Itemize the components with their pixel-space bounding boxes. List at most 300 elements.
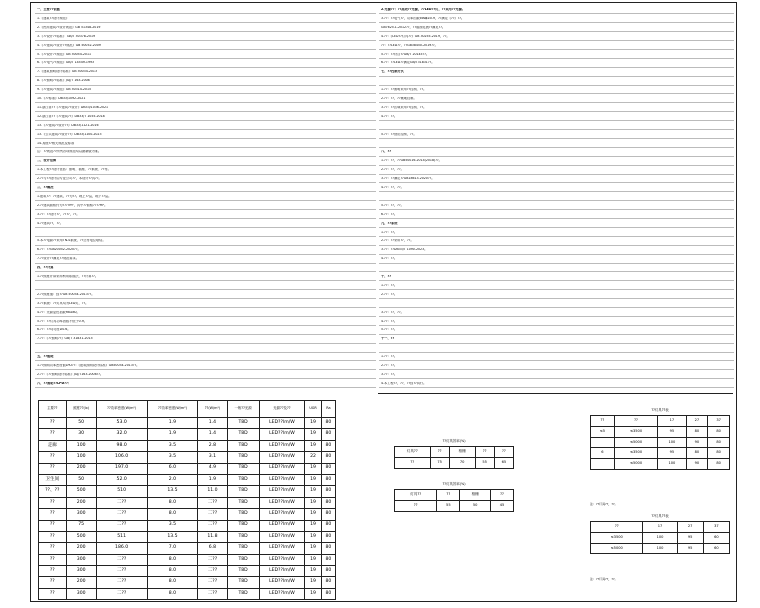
table-cell: 19 [305,474,322,485]
left-note-line: 5.??：??灯具功率因数不低于0.9。 [35,320,376,326]
right-note-line: 2.??：??，??。 [379,168,734,174]
table-cell: 8.0 [147,566,198,577]
luminaire-caption-a: ??灯具??表 [651,408,669,412]
right-note-line [379,195,734,201]
table-cell: 19 [305,554,322,565]
table-cell: 19 [305,429,322,440]
table-cell: 8.0 [147,588,198,599]
table-cell: 1.4 [198,429,227,440]
table-header-cell: 照度??(lx) [66,401,96,418]
luminaire-table-b [590,521,730,554]
table-header-cell: ?? [475,447,494,458]
efficiency-caption-b: ??灯具效率(%) [442,482,466,486]
table-cell: 510 [96,486,147,497]
table-cell: 19 [305,531,322,542]
table-header-cell: 27 [686,416,708,427]
right-note-line: 十、?? [379,275,734,281]
left-note-line: 二、设计范围 [35,159,376,165]
table-cell: 100 [658,437,686,448]
table-cell: LED??lm/W [259,486,305,497]
left-note-line: 7.??：《??照明??》GB/T 31831-2015 [35,337,376,343]
left-note-line: 6.??：??GB20052-2020??。 [35,248,376,254]
table-cell: 19 [305,418,322,429]
table-cell: ?? [39,554,67,565]
table-header-cell: ??(W/m²) [198,401,227,418]
table-cell: LED??lm/W [259,440,305,451]
left-note-line: 2.??照度值：按??GB 50034-2013??。 [35,293,376,299]
left-note-line: 1.本工程??设计包括：照明、插座、??系统、??等。 [35,168,376,174]
table-cell: T8D [227,520,259,531]
table-cell: 55 [475,457,494,468]
table-header-row [591,522,730,533]
table-cell: LED??lm/W [259,497,305,508]
table-cell: 80 [321,440,335,451]
right-note-line: 七、??控制方式 [379,70,734,76]
table-header-cell: ?? [491,490,514,501]
table-row [591,437,730,448]
left-note-line [35,284,376,290]
left-note-line: 4.《??建筑??设计??规范》GB 50052-2009 [35,44,376,50]
table-cell: T8D [227,452,259,463]
table-row [591,532,730,543]
table-cell: ≤5000 [614,459,657,470]
table-cell: 3.5 [147,520,198,531]
table-cell: 19 [305,463,322,474]
table-cell: LED??lm/W [259,429,305,440]
table-cell: 6.8 [198,543,227,554]
table-cell: ≤3500 [614,448,657,459]
table-cell: T8D [227,418,259,429]
table-row [395,500,514,511]
table-cell: 95 [658,426,686,437]
table-cell: 二?? [96,554,147,565]
table-cell: ?? [39,566,67,577]
table-row [39,474,336,485]
left-note-line: 7.??设计??满足??规范要求。 [35,257,376,263]
table-cell: 3.5 [147,452,198,463]
table-row [39,486,336,497]
left-note-line [35,346,376,352]
left-note-line: 13.《公共建筑??设计??》DB33/1100-2023 [35,133,376,139]
table-cell: ?? [39,418,67,429]
right-note-line [379,79,734,85]
table-cell: 19 [305,566,322,577]
right-note-line: 5.??：??符合??GB/T 20145??。 [379,53,734,59]
table-cell: 19 [305,577,322,588]
right-note-line: 4.??：《LED??灯具??》GB 30255-2019，??。 [379,35,734,41]
table-cell: 80 [321,531,335,542]
right-note-line: 6.??：??LED??满足GB/T31831??。 [379,61,734,67]
table-cell: 60 [703,543,729,554]
table-header-cell: ?? [494,447,513,458]
table-cell: ?? [39,577,67,588]
table-cell: ?? [39,588,67,599]
table-cell: 13.5 [147,486,198,497]
table-cell: 二?? [198,566,227,577]
left-note-line: 1.建筑??：??建筑，??为??。地上??层，地下??层。 [35,195,376,201]
table-header-cell: UGR [305,401,322,418]
table-cell: 95 [677,532,703,543]
table-cell: 100 [66,440,96,451]
right-note-line: 3.??：??。 [379,373,734,379]
left-note-line: 14.其他??相关规范及标准 [35,142,376,148]
right-note-line: GB7625.1-2012??，??谐波电流??满足??。 [379,26,734,32]
table-cell: 80 [321,452,335,463]
right-note-line: 十一、?? [379,337,734,343]
table-cell: 2.8 [198,440,227,451]
right-note-line [379,124,734,130]
right-note-line: 5.??：??。 [379,328,734,334]
efficiency-table-b [394,489,514,512]
left-note-line: 6.《??电气??规范》GB/T 14549-1993 [35,61,376,67]
table-cell: 走廊 [39,440,67,451]
table-cell: LED??lm/W [259,509,305,520]
left-note-line: 注：??规范??所列各项规范均以最新版为准。 [35,150,376,156]
right-note-line: 2.光源??：??高效??光源，??LED??灯，??采用??光源。 [379,8,734,14]
table-cell: 90 [686,459,708,470]
table-row [39,429,336,440]
table-cell: 二?? [96,588,147,599]
table-cell: 二?? [198,588,227,599]
table-header-row [591,416,730,427]
table-cell: ?? [395,500,437,511]
right-note-line: 4.本工程??，??，??按??执行。 [379,382,734,388]
table-cell: 22 [305,452,322,463]
table-cell: 80 [321,418,335,429]
left-note-line: 3.??系统：??灯具均为LED灯，??。 [35,302,376,308]
table-cell: T8D [227,509,259,520]
table-cell: 19 [305,440,322,451]
table-cell: T8D [227,429,259,440]
left-note-line: 8.《??照明??标准》JGJ/T 163-2008 [35,79,376,85]
table-row [591,426,730,437]
table-cell: ≤5 [591,426,615,437]
table-header-cell: ?? [430,447,449,458]
table-row [395,457,514,468]
table-cell: 50 [66,474,96,485]
table-cell: 二?? [96,577,147,588]
table-cell: 100 [643,543,677,554]
table-cell: LED??lm/W [259,566,305,577]
table-header-cell: ??功率密度(W/m²) [96,401,147,418]
left-note-line: 11.浙江省??《??建筑??设计》DB33/1036-2021 [35,106,376,112]
table-header-cell: 主要?? [39,401,67,418]
table-cell: 45 [491,500,514,511]
table-cell: 3.1 [198,452,227,463]
table-cell: 二?? [198,577,227,588]
table-header-cell: 格栅 [460,490,491,501]
table-cell: ≤5000 [614,437,657,448]
table-cell: ?? [395,457,431,468]
right-note-line [379,266,734,272]
left-note-line: 2.??与??设计由专业公司??，本设计??其??。 [35,177,376,183]
table-cell: ?? [39,520,67,531]
table-cell: 80 [686,448,708,459]
lpd-table [38,400,336,600]
table-row [39,509,336,520]
table-header-cell: ??功率密度(W/m²) [147,401,198,418]
luminaire-note-a: 注：??灯具??，??。 [590,502,618,506]
table-cell: 95 [658,448,686,459]
table-cell: 11.8 [198,531,227,542]
table-row [591,459,730,470]
table-row [39,554,336,565]
table-header-cell: 灯具?? [395,490,437,501]
table-row [39,577,336,588]
left-note-line: 4.??建筑??，??。 [35,222,376,228]
table-header-cell: 光源??及?? [259,401,305,418]
table-cell: 二?? [198,554,227,565]
table-cell [591,437,615,448]
right-note-line: 3.??：??区域采用??控制，??。 [379,106,734,112]
table-cell: 二?? [96,497,147,508]
table-cell: LED??lm/W [259,452,305,463]
table-row [39,543,336,554]
table-row [39,520,336,531]
table-cell: 二?? [96,509,147,520]
table-cell: T8D [227,566,259,577]
table-cell: 80 [321,474,335,485]
table-cell: 80 [321,497,335,508]
left-note-line: 12.浙江省??《??建筑??》DB33/T 1055-2018 [35,115,376,121]
table-cell: 90 [686,437,708,448]
right-note-line: 4.??：??。 [379,257,734,263]
table-cell: 19 [305,486,322,497]
table-cell: 80 [321,566,335,577]
table-cell: 80 [321,509,335,520]
table-row [39,463,336,474]
right-note-line: 4.??：??。 [379,115,734,121]
efficiency-table-a [394,446,514,469]
table-cell: 300 [66,566,96,577]
left-note-line: 5.《??设计??规范》GB 50054-2011 [35,53,376,59]
table-header-cell: 一般??光源 [227,401,259,418]
efficiency-caption-a: ??灯具效率(%) [442,439,466,443]
table-header-cell: 37 [708,416,730,427]
table-cell [591,459,615,470]
table-cell: 19 [305,497,322,508]
table-cell: 二?? [96,520,147,531]
table-cell: 6 [591,448,615,459]
table-cell: 4.9 [198,463,227,474]
right-note-line: 八、?? [379,150,734,156]
left-note-line: 1.《建筑??设计规范》 [35,17,376,23]
table-cell: LED??lm/W [259,531,305,542]
table-cell: 80 [321,554,335,565]
right-note-line: 1.??：??。 [379,284,734,290]
left-note-line: 13.《??建筑??设计??》DB33/1121-2016 [35,124,376,130]
right-note-line [379,302,734,308]
table-cell: 1.4 [198,418,227,429]
table-cell: T8D [227,588,259,599]
right-note-line: 九、??系统 [379,222,734,228]
right-note-line: 1.??：??照明采用??控制，??。 [379,88,734,94]
table-cell: 8.0 [147,509,198,520]
table-cell: ?? [39,543,67,554]
right-note-line: 4.??：??，??。 [379,186,734,192]
right-note-line [379,346,734,352]
table-cell: 52.0 [96,474,147,485]
table-cell: 95 [677,543,703,554]
left-note-line: 3.《??设计??标准》 GB/T 50378-2019 [35,35,376,41]
table-cell: 30 [66,429,96,440]
table-cell: ??、?? [39,486,67,497]
table-cell: 80 [686,426,708,437]
left-note-line: 2.??建筑面积约为????m²，其中??面积????m²。 [35,204,376,210]
table-cell: LED??lm/W [259,588,305,599]
table-cell: LED??lm/W [259,520,305,531]
right-note-line: 5.??：??感应控制，??。 [379,133,734,139]
table-cell: T8D [227,531,259,542]
table-cell: LED??lm/W [259,463,305,474]
table-header-row [395,490,514,501]
table-cell: 200 [66,577,96,588]
table-header-cell: 灯具?? [395,447,431,458]
table-header-cell: ?? [614,416,657,427]
right-note-line [379,142,734,148]
table-cell: 32.0 [96,429,147,440]
table-cell: 200 [66,543,96,554]
table-cell: ?? [39,429,67,440]
table-cell: T8D [227,463,259,474]
table-cell: 8.0 [147,554,198,565]
table-cell: 2.0 [147,474,198,485]
right-note-line: 4.??：??。 [379,320,734,326]
right-note-line: 3.??：??电气??，功率因数cosφ≥0.9，??满足《??》??。 [379,17,734,23]
table-row [39,566,336,577]
table-cell: 500 [66,486,96,497]
left-note-line: 10.《??标准》DB33/1092-2021 [35,97,376,103]
table-cell: 300 [66,509,96,520]
table-cell: LED??lm/W [259,418,305,429]
table-cell: 二?? [96,566,147,577]
table-cell: 200 [66,463,96,474]
table-cell: 300 [66,554,96,565]
luminaire-table-a [590,415,730,470]
table-header-cell: Ra [321,401,335,418]
table-cell: 500 [66,531,96,542]
table-row [591,448,730,459]
table-cell: LED??lm/W [259,554,305,565]
table-cell: 55 [437,500,460,511]
table-cell: 80 [321,577,335,588]
table-cell: 75 [430,457,449,468]
table-cell: 8.0 [147,497,198,508]
table-header-cell: 27 [677,522,703,533]
table-cell: 卫生间 [39,474,67,485]
right-note-line: 2.??：??。 [379,364,734,370]
table-cell: 1.9 [147,429,198,440]
right-note-line: 2.??：??，??就地控制。 [379,97,734,103]
left-note-line: 4.??：光源显色指数Ra≥80。 [35,311,376,317]
table-cell: T8D [227,497,259,508]
table-cell: 6.0 [147,463,198,474]
table-cell: 200 [66,497,96,508]
table-cell: ≤3500 [591,532,643,543]
table-cell: 75 [66,520,96,531]
table-cell: 3.5 [147,440,198,451]
table-header-row [395,447,514,458]
table-cell: ?? [39,509,67,520]
table-cell: 二?? [198,497,227,508]
table-cell: ≤5000 [591,543,643,554]
left-note-line: 五、??能耗 [35,355,376,361]
table-cell: LED??lm/W [259,577,305,588]
table-cell: 80 [321,520,335,531]
left-note-line: 四、??计算 [35,266,376,272]
right-note-line: 2.??：??。 [379,293,734,299]
table-cell: 100 [643,532,677,543]
table-cell: ?? [39,463,67,474]
table-row [39,497,336,508]
table-cell: 100 [66,452,96,463]
table-cell: 二?? [198,509,227,520]
table-cell: 80 [321,588,335,599]
table-header-cell: ?? [437,490,460,501]
table-row [39,452,336,463]
table-row [39,418,336,429]
left-note-line: 1.??照度计算采用利用系数法，??计算??。 [35,275,376,281]
right-note-line: 3.??：??，??。 [379,311,734,317]
right-note-line: 6.??：??。 [379,213,734,219]
table-cell: 19 [305,509,322,520]
table-cell: T8D [227,577,259,588]
table-header-cell: 17 [658,416,686,427]
table-cell: ≤3500 [614,426,657,437]
left-note-line: 7.《建筑照明设计标准》GB 50034-2013 [35,70,376,76]
left-note-line: 3.??：??设计??，????，??。 [35,213,376,219]
left-note-line: 六、??照明??LPD??： [35,382,376,388]
right-note-line: ??：??LED??，??GB38450-2019??。 [379,44,734,50]
table-header-cell: ?? [591,522,643,533]
table-cell: 80 [708,437,730,448]
table-cell: 70 [449,457,475,468]
table-cell: 106.0 [96,452,147,463]
table-cell: 80 [321,543,335,554]
table-cell: T8D [227,486,259,497]
right-note-line: 2.??：??采用??，??。 [379,239,734,245]
left-note-line: 三、??概况 [35,186,376,192]
right-divider [378,393,733,394]
right-note-line: 5.??：??，??。 [379,204,734,210]
table-cell: 80 [708,448,730,459]
table-cell: ?? [39,452,67,463]
table-row [39,440,336,451]
luminaire-caption-b: ??灯具??表 [651,514,669,518]
right-note-line: 1.??：??。 [379,355,734,361]
table-cell: T8D [227,543,259,554]
table-cell: 19 [305,588,322,599]
left-note-line: 一、主要??依据 [35,8,376,14]
table-cell: 1.9 [147,418,198,429]
left-note-line: 1.??照明功率密度值LPD??：《建筑照明设计标准》GB50034-2013??。 [35,364,376,370]
table-cell: 80 [708,459,730,470]
table-header-cell: 17 [643,522,677,533]
table-cell: 19 [305,520,322,531]
table-cell: 80 [321,429,335,440]
table-cell: LED??lm/W [259,543,305,554]
table-cell: 13.5 [147,531,198,542]
table-cell: 300 [66,588,96,599]
table-header-cell: 37 [703,522,729,533]
table-cell: 50 [460,500,491,511]
table-cell: 50 [66,418,96,429]
table-cell: T8D [227,440,259,451]
table-cell: ?? [39,497,67,508]
left-note-line: 9.《??建筑??规范》GB 50314-2015 [35,88,376,94]
table-header-cell: 格栅 [449,447,475,458]
table-cell: 65 [494,457,513,468]
